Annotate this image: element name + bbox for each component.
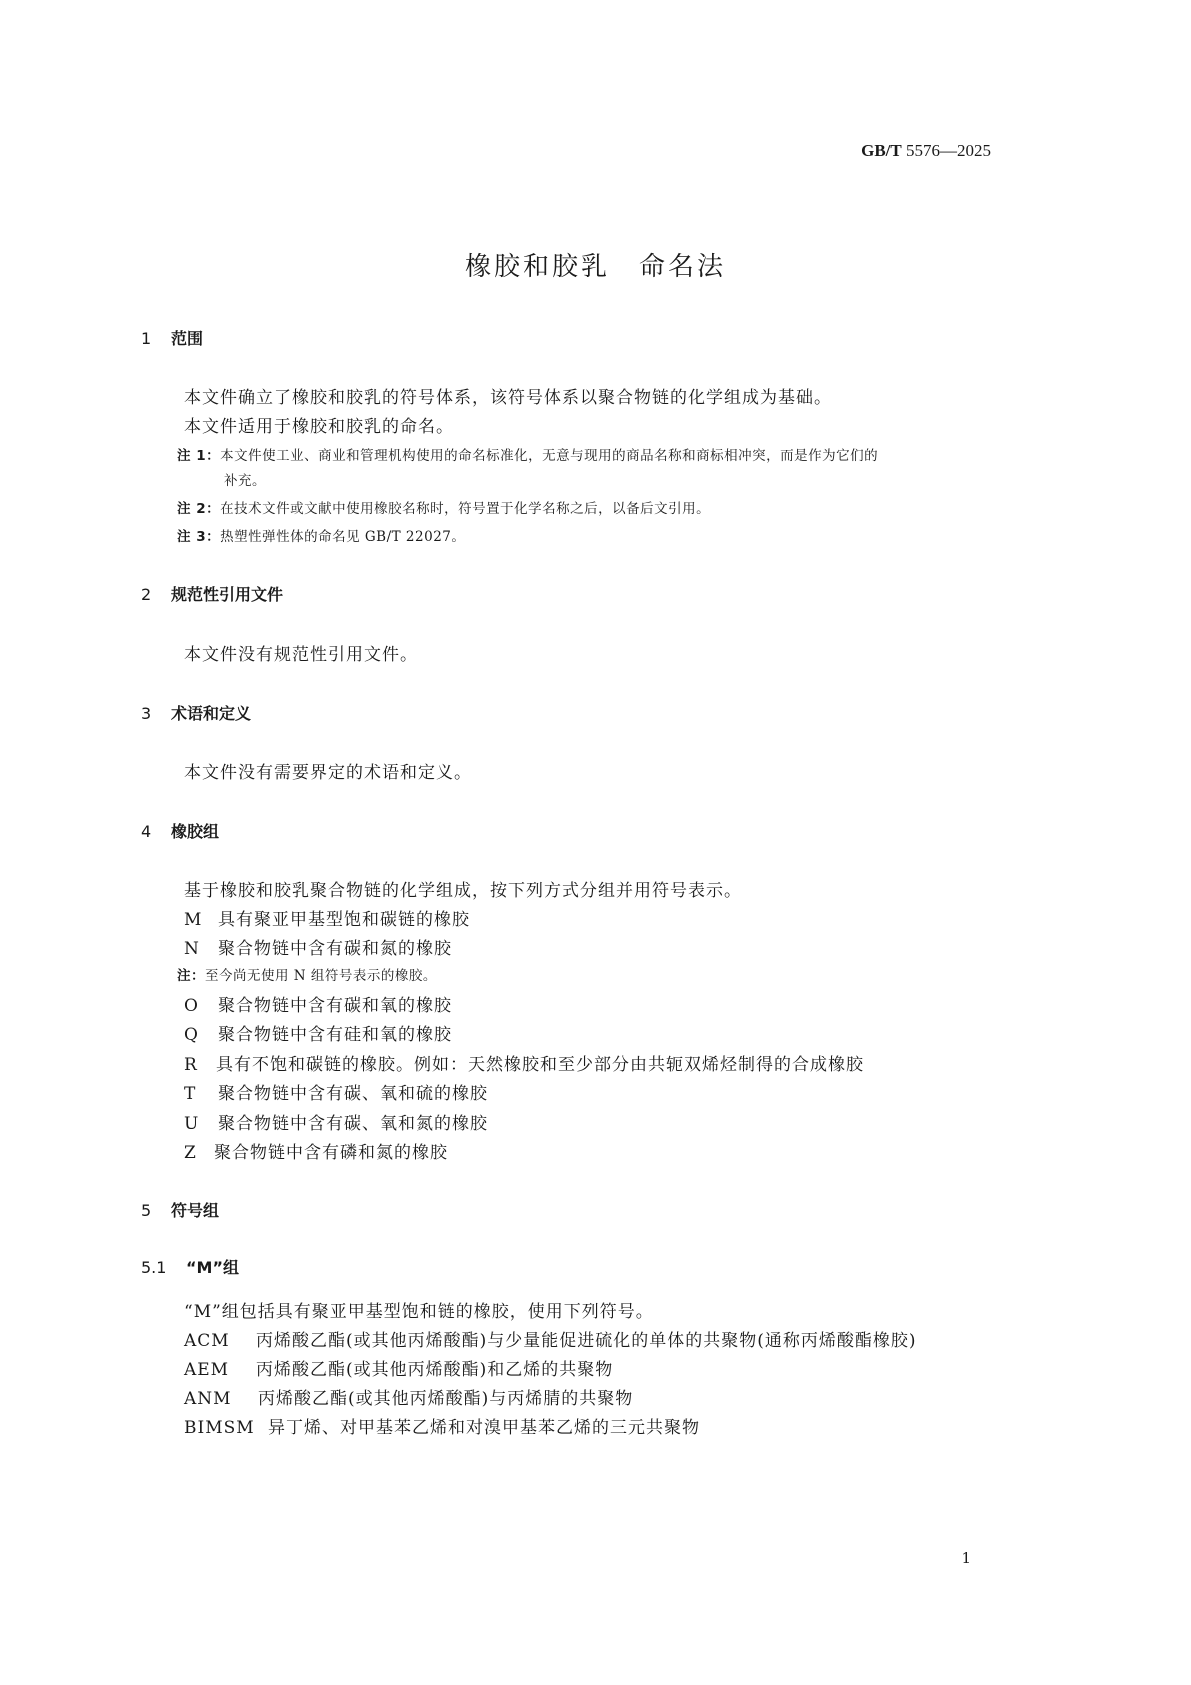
group-desc: 聚合物链中含有碳、氧和氮的橡胶: [218, 1114, 488, 1134]
paragraph: 基于橡胶和胶乳聚合物链的化学组成，按下列方式分组并用符号表示。: [184, 881, 742, 901]
section-title: 符号组: [171, 1201, 220, 1220]
note-label: 注 1：: [177, 448, 221, 464]
section-number: 5: [141, 1201, 152, 1220]
group-item: [184, 1050, 864, 1075]
group-item: [184, 1079, 488, 1104]
note-text: 热塑性弹性体的命名见 GB/T 22027。: [220, 529, 466, 545]
paragraph: 本文件没有需要界定的术语和定义。: [184, 763, 472, 783]
group-symbol: T: [184, 1084, 197, 1104]
rubber-desc: 丙烯酸乙酯(或其他丙烯酸酯)和乙烯的共聚物: [256, 1360, 614, 1380]
note: [177, 525, 465, 545]
group-item: [184, 1020, 452, 1045]
subsection-number: 5.1: [141, 1258, 167, 1277]
standard-code: 5576—2025: [906, 141, 991, 160]
note-text: 至今尚无使用 N 组符号表示的橡胶。: [205, 968, 437, 984]
rubber-desc: 异丁烯、对甲基苯乙烯和对溴甲基苯乙烯的三元共聚物: [268, 1418, 700, 1438]
section-number: 1: [141, 329, 152, 348]
symbol-item: [184, 1355, 613, 1380]
group-item: [184, 991, 452, 1016]
rubber-symbol: BIMSM: [184, 1418, 255, 1438]
section-1-heading: [141, 326, 203, 349]
section-4-heading: [141, 819, 219, 842]
symbol-item: [184, 1326, 917, 1351]
group-item: [184, 1138, 448, 1163]
group-desc: 聚合物链中含有磷和氮的橡胶: [214, 1143, 448, 1163]
group-desc: 具有不饱和碳链的橡胶。例如：天然橡胶和至少部分由共轭双烯烃制得的合成橡胶: [216, 1055, 864, 1075]
group-desc: 聚合物链中含有碳、氧和硫的橡胶: [218, 1084, 488, 1104]
symbol-item: [184, 1384, 633, 1409]
document-title: 橡胶和胶乳 命名法: [464, 252, 726, 282]
section-3-heading: [141, 701, 251, 724]
symbol-item: [184, 1413, 700, 1438]
section-number: 2: [141, 585, 152, 604]
note-label: 注 2：: [177, 501, 221, 517]
subsection-title: “M”组: [186, 1258, 239, 1277]
group-item: [184, 905, 470, 930]
group-desc: 聚合物链中含有碳和氧的橡胶: [218, 996, 452, 1016]
group-symbol: Z: [184, 1143, 197, 1163]
section-5-heading: [141, 1198, 219, 1221]
rubber-symbol: AEM: [184, 1360, 230, 1380]
note-label: 注：: [177, 968, 205, 984]
note-label: 注 3：: [177, 529, 221, 545]
group-item: [184, 1109, 488, 1134]
section-2-heading: [141, 582, 283, 605]
section-number: 3: [141, 704, 152, 723]
section-title: 术语和定义: [171, 704, 252, 723]
standard-number: [861, 141, 991, 161]
group-desc: 聚合物链中含有碳和氮的橡胶: [218, 939, 452, 959]
section-title: 橡胶组: [171, 822, 220, 841]
paragraph: 本文件没有规范性引用文件。: [184, 645, 418, 665]
note-text: 本文件使工业、商业和管理机构使用的命名标准化，无意与现用的商品名称和商标相冲突，而是作为它们的: [220, 448, 879, 464]
paragraph: “M”组包括具有聚亚甲基型饱和链的橡胶，使用下列符号。: [184, 1302, 654, 1322]
paragraph: 本文件适用于橡胶和胶乳的命名。: [184, 417, 454, 437]
section-title: 范围: [171, 329, 204, 348]
group-symbol: O: [184, 996, 199, 1016]
group-item: [184, 934, 452, 959]
note-continuation: 补充。: [224, 473, 266, 489]
rubber-symbol: ANM: [184, 1389, 232, 1409]
group-symbol: U: [184, 1114, 200, 1134]
page-number: 1: [961, 1549, 971, 1567]
note: [177, 444, 878, 464]
group-symbol: N: [184, 939, 200, 959]
standard-prefix: GB/T: [861, 141, 902, 160]
subsection-5-1-heading: [141, 1255, 239, 1278]
rubber-desc: 丙烯酸乙酯(或其他丙烯酸酯)与丙烯腈的共聚物: [258, 1389, 634, 1409]
group-symbol: Q: [184, 1025, 199, 1045]
paragraph: 本文件确立了橡胶和胶乳的符号体系，该符号体系以聚合物链的化学组成为基础。: [184, 388, 832, 408]
note-text: 在技术文件或文献中使用橡胶名称时，符号置于化学名称之后，以备后文引用。: [220, 501, 711, 517]
group-symbol: R: [184, 1055, 198, 1075]
section-title: 规范性引用文件: [171, 585, 284, 604]
note: [177, 497, 710, 517]
section-number: 4: [141, 822, 152, 841]
group-desc: 聚合物链中含有硅和氧的橡胶: [218, 1025, 452, 1045]
rubber-desc: 丙烯酸乙酯(或其他丙烯酸酯)与少量能促进硫化的单体的共聚物(通称丙烯酸酯橡胶): [256, 1331, 917, 1351]
group-desc: 具有聚亚甲基型饱和碳链的橡胶: [218, 910, 470, 930]
group-symbol: M: [184, 910, 203, 930]
rubber-symbol: ACM: [184, 1331, 230, 1351]
note: [177, 964, 437, 984]
